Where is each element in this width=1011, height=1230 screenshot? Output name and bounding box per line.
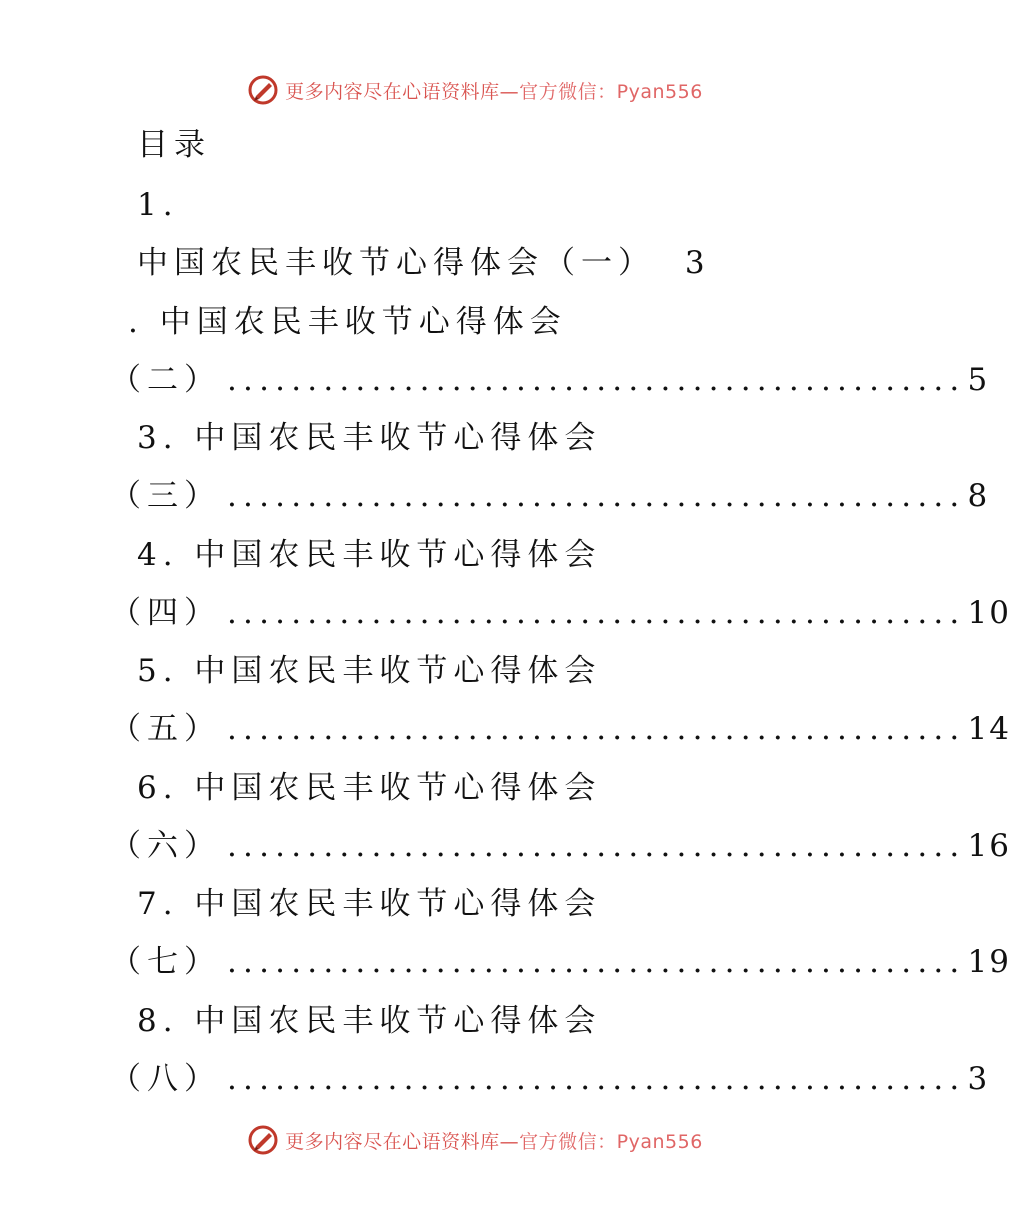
toc-item-4-title[interactable]: 4. 中国农民丰收节心得体会 [137, 537, 602, 573]
dot-leader: .............................................. [227, 711, 966, 747]
toc-item-7-title[interactable]: 7. 中国农民丰收节心得体会 [137, 886, 602, 922]
toc-item-8-title[interactable]: 8. 中国农民丰收节心得体会 [137, 1003, 602, 1039]
watermark-wechat-text: 官方微信：Pyan556 [519, 1130, 703, 1153]
toc-item-2-page: 5 [967, 362, 990, 398]
toc-item-5-page: 14 [967, 711, 1011, 747]
toc-item-6-page: 16 [967, 828, 1011, 864]
header-watermark [0, 70, 950, 110]
toc-item-4-leader[interactable] [110, 593, 1011, 633]
pen-logo-icon [247, 1124, 279, 1156]
toc-item-6-leader[interactable] [110, 826, 1011, 866]
footer-watermark [0, 1120, 950, 1160]
toc-item-6-label: （六） [110, 828, 221, 864]
toc-item-5-label: （五） [110, 711, 221, 747]
dot-leader: .............................................. [227, 362, 966, 398]
toc-item-3-leader[interactable] [110, 476, 990, 516]
dot-leader: .............................................. [227, 1061, 966, 1097]
dot-leader: .............................................. [227, 595, 966, 631]
toc-item-8-page: 3 [967, 1061, 990, 1097]
toc-item-2-title[interactable]: . 中国农民丰收节心得体会 [128, 304, 567, 340]
toc-item-8-leader[interactable] [110, 1059, 990, 1099]
toc-item-6-title[interactable]: 6. 中国农民丰收节心得体会 [137, 770, 602, 806]
toc-item-7-leader[interactable] [110, 942, 1011, 982]
toc-item-5-leader[interactable] [110, 709, 1011, 749]
toc-item-3-title[interactable]: 3. 中国农民丰收节心得体会 [137, 420, 602, 456]
toc-item-4-page: 10 [967, 595, 1011, 631]
toc-item-2-label: （二） [110, 362, 221, 398]
toc-item-8-label: （八） [110, 1061, 221, 1097]
watermark-wechat-text: 官方微信：Pyan556 [519, 80, 703, 103]
toc-item-3-label: （三） [110, 478, 221, 514]
toc-heading: 目录 [137, 127, 211, 163]
toc-item-7-page: 19 [967, 944, 1011, 980]
pen-logo-icon [247, 74, 279, 106]
toc-item-1[interactable] [137, 243, 711, 283]
toc-item-7-label: （七） [110, 944, 221, 980]
toc-item-4-label: （四） [110, 595, 221, 631]
toc-item-3-page: 8 [967, 478, 990, 514]
toc-item-2-leader[interactable] [110, 360, 990, 400]
dot-leader: .............................................. [227, 478, 966, 514]
watermark-site-text: 更多内容尽在心语资料库— [285, 80, 520, 103]
toc-item-5-title[interactable]: 5. 中国农民丰收节心得体会 [137, 653, 602, 689]
toc-item-1-page: 3 [684, 245, 711, 281]
dot-leader: .............................................. [227, 944, 966, 980]
dot-leader: .............................................. [227, 828, 966, 864]
toc-item-1-title: 中国农民丰收节心得体会（一） [137, 245, 655, 281]
watermark-site-text: 更多内容尽在心语资料库— [285, 1130, 520, 1153]
toc-item-1-number: 1. [137, 187, 179, 223]
